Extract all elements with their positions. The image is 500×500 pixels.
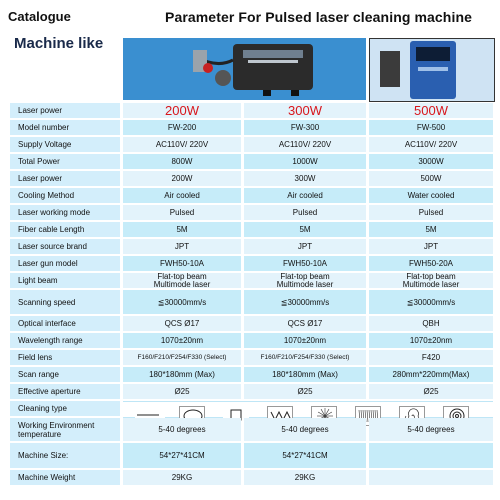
value-cell: Air cooled [123,188,241,203]
table-row [0,470,500,485]
value-cell: 29KG [123,470,241,485]
table-row [0,256,500,271]
row-label: Optical interface [10,316,120,331]
value-cell: Pulsed [123,205,241,220]
value-cell: AC110V/ 220V [244,137,366,152]
row-label: Scan range [10,367,120,382]
value-line: Multimode laser [153,279,211,288]
value-cell: 500W [369,103,493,118]
value-cell [369,273,493,288]
value-cell: FWH50-10A [244,256,366,271]
value-cell: Ø25 [244,384,366,399]
row-label: Laser source brand [10,239,120,254]
table-row [0,171,500,186]
machine-image-500w [369,38,495,102]
value-cell: JPT [244,239,366,254]
table-row [0,154,500,169]
row-label: Laser power [10,103,120,118]
value-line: Flat-top beam [280,273,330,282]
row-label: Light beam [10,273,120,288]
value-cell: 54*27*41CM [244,443,366,468]
machine-like-label: Machine like [14,35,104,52]
value-cell: QCS Ø17 [123,316,241,331]
value-cell: 300W [244,171,366,186]
machine-500w-illustration [370,39,494,101]
value-line: Multimode laser [276,279,334,288]
row-label: Scanning speed [10,290,120,314]
table-row [0,401,500,416]
table-row [0,443,500,468]
table-row [0,205,500,220]
value-cell: 29KG [244,470,366,485]
value-cell [369,443,493,468]
table-row [0,188,500,203]
value-cell: 180*180mm (Max) [244,367,366,382]
catalogue-heading: Catalogue [8,9,71,24]
value-cell: Pulsed [244,205,366,220]
value-cell: 5M [244,222,366,237]
value-cell: 1000W [244,154,366,169]
row-label: Machine Weight [10,470,120,485]
value-line: Flat-top beam [406,273,456,282]
value-cell: 5M [369,222,493,237]
cleaning-type-icons [123,401,493,418]
value-cell: 300W [244,103,366,118]
value-cell: FW-500 [369,120,493,135]
value-cell: 500W [369,171,493,186]
value-cell: FW-200 [123,120,241,135]
value-cell: Water cooled [369,188,493,203]
value-cell: ≦30000mm/s [369,290,493,314]
row-label: Field lens [10,350,120,365]
value-cell: 5M [123,222,241,237]
row-label: Total Power [10,154,120,169]
row-label: Effective aperture [10,384,120,399]
value-cell: QBH [369,316,493,331]
table-row [0,350,500,365]
value-cell: Air cooled [244,188,366,203]
machine-image-200w-300w [123,38,366,100]
value-cell: QCS Ø17 [244,316,366,331]
table-row [0,120,500,135]
value-cell: 200W [123,103,241,118]
table-row [0,290,500,314]
value-cell: 280mm*220mm(Max) [369,367,493,382]
table-row [0,333,500,348]
table-row [0,316,500,331]
row-label: Working Environment temperature [10,418,120,441]
row-label: Cleaning type [10,401,120,416]
table-row [0,367,500,382]
value-cell: 1070±20nm [244,333,366,348]
value-cell: F160/F210/F254/F330 (Select) [123,350,241,365]
table-row [0,137,500,152]
value-cell: F160/F210/F254/F330 (Select) [244,350,366,365]
value-line: Flat-top beam [157,273,207,282]
value-cell: 5-40 degrees [244,418,366,441]
value-cell: FWH50-20A [369,256,493,271]
value-cell: 5-40 degrees [369,418,493,441]
row-label: Laser working mode [10,205,120,220]
value-cell: ≦30000mm/s [244,290,366,314]
value-cell: FWH50-10A [123,256,241,271]
table-row [0,103,500,118]
value-cell [123,273,241,288]
value-cell: 5-40 degrees [123,418,241,441]
value-cell: ≦30000mm/s [123,290,241,314]
value-cell: AC110V/ 220V [369,137,493,152]
value-cell: F420 [369,350,493,365]
table-row [0,273,500,288]
value-cell: 3000W [369,154,493,169]
value-cell: 1070±20nm [123,333,241,348]
row-label: Supply Voltage [10,137,120,152]
value-cell: 200W [123,171,241,186]
value-cell: Ø25 [123,384,241,399]
value-cell: 1070±20nm [369,333,493,348]
value-cell: 800W [123,154,241,169]
value-line: Multimode laser [402,279,460,288]
value-cell: Ø25 [369,384,493,399]
row-label: Machine Size: [10,443,120,468]
value-cell: Pulsed [369,205,493,220]
value-cell: JPT [369,239,493,254]
value-cell [369,470,493,485]
value-cell: 180*180mm (Max) [123,367,241,382]
value-cell [244,273,366,288]
value-cell: FW-300 [244,120,366,135]
row-label: Laser power [10,171,120,186]
value-cell: 54*27*41CM [123,443,241,468]
table-row [0,384,500,399]
page-title: Parameter For Pulsed laser cleaning machine [165,9,472,25]
table-row [0,222,500,237]
value-cell: AC110V/ 220V [123,137,241,152]
table-row [0,239,500,254]
row-label: Wavelength range [10,333,120,348]
table-row [0,418,500,441]
machine-200w-300w-illustration [123,38,366,100]
row-label: Laser gun model [10,256,120,271]
row-label: Model number [10,120,120,135]
row-label: Cooling Method [10,188,120,203]
value-cell: JPT [123,239,241,254]
row-label: Fiber cable Length [10,222,120,237]
page-header [0,0,500,30]
